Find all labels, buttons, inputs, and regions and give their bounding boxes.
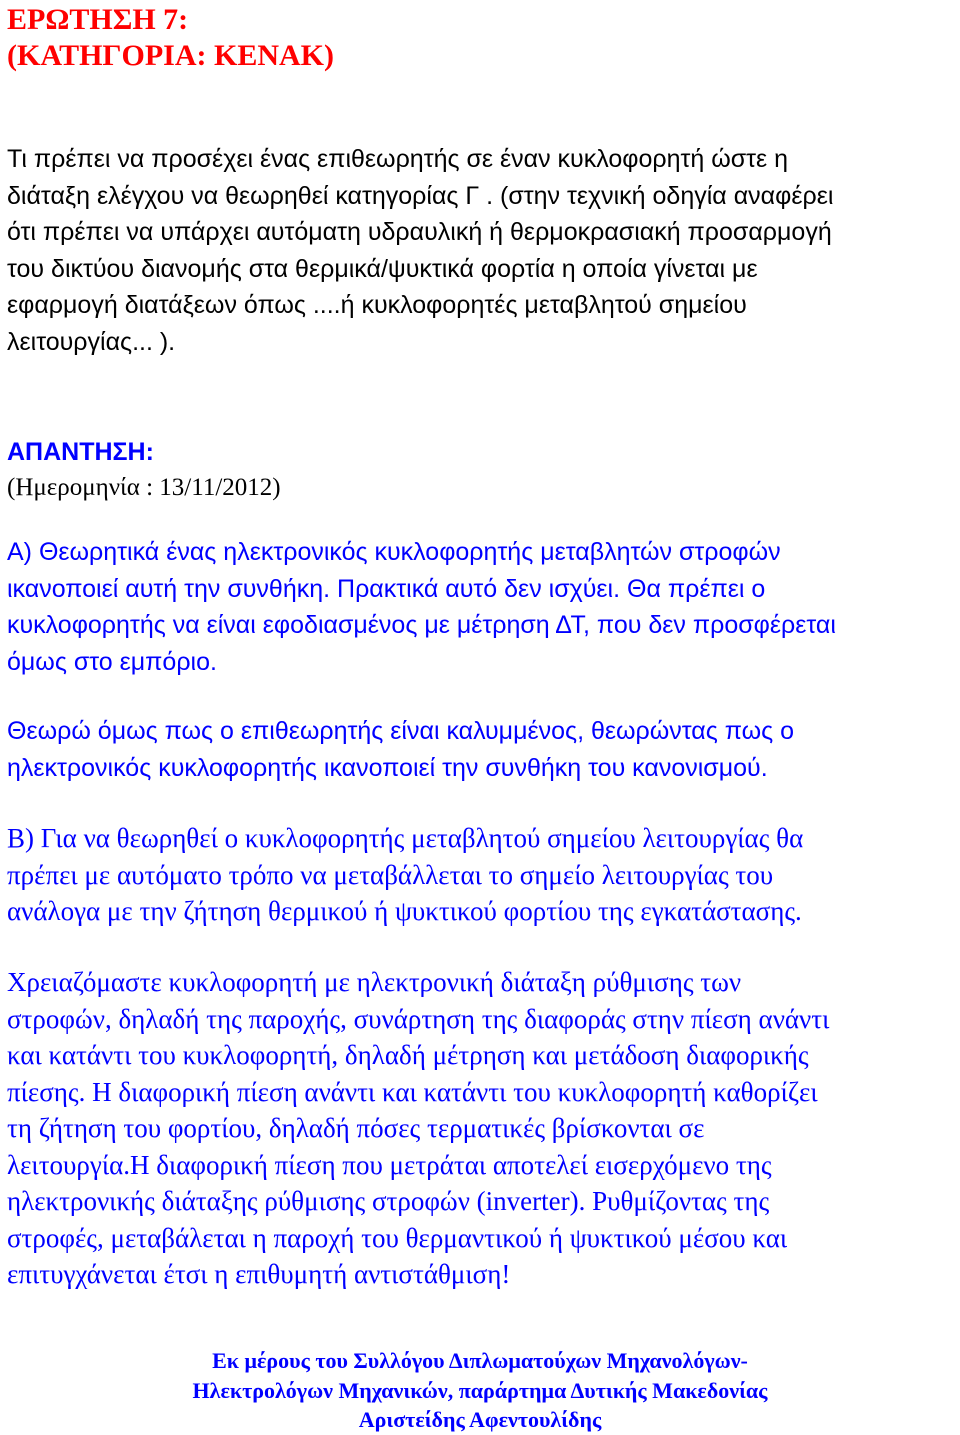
answer-line: Θεωρώ όμως πως ο επιθεωρητής είναι καλυμμένος, θεωρώντας πως ο — [7, 717, 795, 745]
question-title — [7, 2, 334, 74]
question-line: ότι πρέπει να υπάρχει αυτόματη υδραυλική ή θερμοκρασιακή προσαρμογή — [7, 218, 832, 246]
answer-line: ανάλογα με την ζήτηση θερμικού ή ψυκτικού φορτίου της εγκατάστασης. — [7, 896, 802, 926]
answer-line: ικανοποιεί αυτή την συνθήκη. Πρακτικά αυτό δεν ισχύει. Θα πρέπει ο — [7, 574, 766, 603]
answer-line: επιτυγχάνεται έτσι η επιθυμητή αντιστάθμιση! — [7, 1259, 511, 1289]
answer-line: και κατάντι του κυκλοφορητή, δηλαδή μέτρηση και μετάδοση διαφορικής — [7, 1040, 809, 1070]
answer-line: τη ζήτηση του φορτίου, δηλαδή πόσες τερματικές βρίσκονται σε — [7, 1113, 705, 1143]
answer-line: Β) Για να θεωρηθεί ο κυκλοφορητής μεταβλητού σημείου λειτουργίας θα — [7, 823, 804, 853]
answer-paragraph-b — [7, 820, 957, 930]
answer-line: πίεσης. Η διαφορική πίεση ανάντι και κατάντι του κυκλοφορητή καθορίζει — [7, 1076, 818, 1107]
question-line: Τι πρέπει να προσέχει ένας επιθεωρητής σε έναν κυκλοφορητή ώστε η — [7, 145, 789, 173]
answer-line: Α) Θεωρητικά ένας ηλεκτρονικός κυκλοφορητής μεταβλητών στροφών — [7, 538, 781, 566]
question-number: ΕΡΩΤΗΣΗ 7: — [7, 3, 189, 36]
answer-line: λειτουργία.Η διαφορική πίεση που μετράται αποτελεί εισερχόμενο της — [7, 1149, 772, 1180]
footer-line: Εκ μέρους του Συλλόγου Διπλωματούχων Μηχανολόγων- — [212, 1348, 748, 1373]
answer-heading: ΑΠΑΝΤΗΣΗ: — [7, 438, 154, 466]
answer-line: πρέπει με αυτόματο τρόπο να μεταβάλλεται το σημείο λειτουργίας του — [7, 859, 774, 890]
answer-line: ηλεκτρονικής διάταξης ρύθμισης στροφών (inverter). Ρυθμίζοντας της — [7, 1186, 770, 1216]
question-line: εφαρμογή διατάξεων όπως ....ή κυκλοφορητές μεταβλητού σημείου — [7, 291, 747, 319]
answer-line: κυκλοφορητής να είναι εφοδιασμένος με μέτρηση ΔΤ, που δεν προσφέρεται — [7, 611, 836, 639]
question-line: διάταξη ελέγχου να θεωρηθεί κατηγορίας Γ . (στην τεχνική οδηγία αναφέρει — [7, 181, 834, 210]
answer-date: (Ημερομηνία : 13/11/2012) — [7, 474, 281, 501]
footer-signature — [0, 1346, 960, 1435]
answer-line: στροφές, μεταβάλεται η παροχή του θερμαντικού ή ψυκτικού μέσου και — [7, 1222, 788, 1253]
question-category: (ΚΑΤΗΓΟΡΙΑ: ΚΕΝΑΚ) — [7, 39, 334, 72]
footer-author: Αριστείδης Αφεντουλίδης — [358, 1407, 602, 1432]
answer-paragraph-a — [7, 534, 957, 680]
answer-line: Χρειαζόμαστε κυκλοφορητή με ηλεκτρονική διάταξη ρύθμισης των — [7, 967, 742, 997]
answer-line: όμως στο εμπόριο. — [7, 647, 217, 676]
answer-line: στροφών, δηλαδή της παροχής, συνάρτηση της διαφοράς στην πίεση ανάντι — [7, 1003, 830, 1034]
question-line: του δικτύου διανομής στα θερμικά/ψυκτικά φορτία η οποία γίνεται με — [7, 254, 758, 283]
footer-line: Ηλεκτρολόγων Μηχανικών, παράρτημα Δυτικής Μακεδονίας — [192, 1377, 768, 1403]
answer-paragraph-c — [7, 964, 957, 1293]
answer-line: ηλεκτρονικός κυκλοφορητής ικανοποιεί την συνθήκη του κανονισμού. — [7, 753, 768, 782]
question-text — [7, 141, 957, 360]
question-line: λειτουργίας... ). — [7, 327, 176, 356]
answer-paragraph-a-note — [7, 713, 957, 786]
